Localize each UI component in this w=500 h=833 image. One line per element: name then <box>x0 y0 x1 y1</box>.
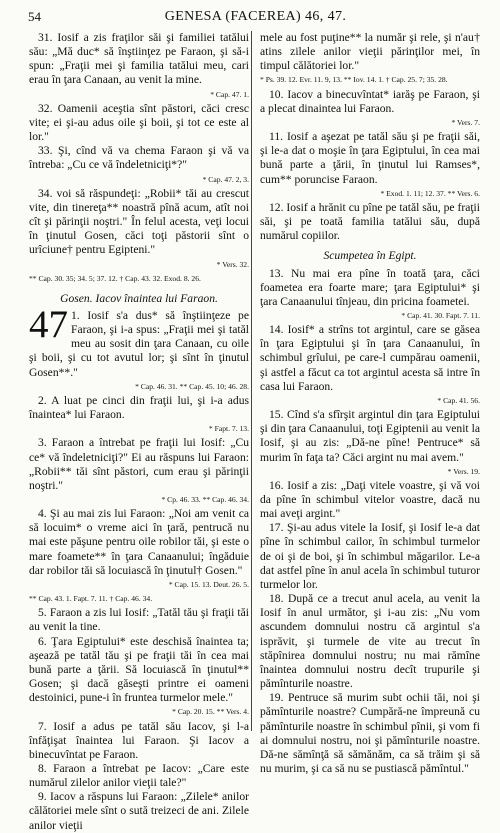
cross-reference: * Cap. 47. 1. <box>210 89 249 99</box>
cross-reference: * Cap. 41. 56. <box>437 395 480 405</box>
cross-reference: * Vers. 7. <box>451 117 480 127</box>
verse-2: 2. A luat pe cinci din fraţii lui, şi i-a adus înaintea* lui Faraon. <box>29 393 249 422</box>
cross-reference: * Vers. 32. <box>216 259 249 269</box>
chapter-47-verse-1 <box>29 302 249 380</box>
cross-reference: * Cap. 46. 31. ** Cap. 45. 10; 46. 28. <box>135 381 249 391</box>
cross-reference: * Cap. 20. 15. ** Vers. 4. <box>172 707 249 717</box>
cross-reference: * Cap. 41. 30. Fapt. 7. 11. <box>401 310 480 320</box>
verse-14: 14. Iosif* a strîns tot argintul, care se găsea în ţara Egiptului şi în ţara Canaanului, în schimbul grîului, pe care-l cumpărau oamenii, şi astfel a făcut ca tot argintul acesta să intre în casa lui Faraon. <box>260 323 480 393</box>
cross-reference: * Cp. 46. 33. ** Cap. 46. 34. <box>161 495 249 504</box>
verse-18: 18. După ce a trecut anul acela, au venit la Iosif în anul următor, şi i-au zis: „Nu vom ascundem domnului nostru că argintul s'a isprăvit, şi turmele de vite au trecut în stăpînirea domnului nostru; nu mai rămîne înaintea domnului nostru decît trupurile şi pămînturile noastre. <box>260 592 480 691</box>
verse-11: 11. Iosif a aşezat pe tatăl său şi pe fraţii săi, şi le-a dat o moşie în ţara Egiptului, în cea mai bună parte a ţării, în ţinutul lui Ramses*, cum** poruncise Faraon. <box>260 130 480 186</box>
verse-9: 9. Iacov a răspuns lui Faraon: „Zilele* anilor călătoriei mele sînt o sută treizeci de ani. Zilele anilor vieţii <box>29 790 249 832</box>
verse-12: 12. Iosif a hrănit cu pîne pe tatăl său, pe fraţii săi, şi pe toată familia tatălui său, după numărul copiilor. <box>260 200 480 243</box>
cross-reference: * Vers. 19. <box>447 466 480 476</box>
verse-13: 13. Nu mai era pîne în toată ţara, căci foametea era foarte mare; ţara Egiptului* şi ţara Canaanului tînjeau, din pricina foametei. <box>260 266 480 308</box>
cross-reference: ** Cap. 43. 1. Fapt. 7. 11. † Cap. 46. 34. <box>29 594 153 604</box>
verse-1-text: 1. Iosif s'a dus* să înştiinţeze pe Faraon, şi i-a spus: „Fraţii mei şi tatăl meu au sosit din ţara Canaan, cu oile şi boii, şi cu tot avutul lor; şi sînt în ţinutul Gosen**." <box>29 308 249 379</box>
cross-reference: * Ps. 39. 12. Evr. 11. 9, 13. ** Iov. 14. 1. † Cap. 25. 7; 35. 28. <box>260 75 448 85</box>
verse-8: 8. Faraon a întrebat pe Iacov: „Care este numărul zilelor anilor vieţii tale?" <box>29 761 249 790</box>
verse-19: 19. Pentruce să murim subt ochii tăi, noi şi pămînturile noastre? Cumpără-ne împreună cu pămînturile noastre în schimbul pînii, şi vom fi ai domnului nostru, noi şi pămînturile noastre. Dă-ne sămînţă să sămănăm, ca să trăim şi să nu murim, şi ca să nu se pustiască pămîntul." <box>260 691 480 775</box>
cross-reference: ** Cap. 30. 35; 34. 5; 37. 12. † Cap. 43. 32. Exod. 8. 26. <box>29 273 201 283</box>
cross-reference: * Cap. 15. 13. Deut. 26. 5. <box>168 579 249 589</box>
verse-34: 34. voi să răspundeţi: „Robii* tăi au crescut vite, din tinereţa** noastră pînă acum, atît noi cît şi părinţii noştri." În felul acesta, veţi locui în ţinutul Gosen, căci toţi păstorii sînt o urîciune† pentru Egipteni." <box>29 186 249 257</box>
verse-10: 10. Iacov a binecuvîntat* iarăş pe Faraon, şi a plecat dinaintea lui Faraon. <box>260 87 480 115</box>
verse-4: 4. Şi au mai zis lui Faraon: „Noi am venit ca să locuim* o vreme aici în ţară, pentrucă nu mai este păşune pentru oile robilor tăi, şi este o mare foamete** în ţara Canaanului; îngăduie dar robilor tăi să locuiască în ţinutul† Gosen." <box>29 507 249 577</box>
page-number: 54 <box>28 9 41 24</box>
cross-reference: * Exod. 1. 11; 12. 37. ** Vers. 6. <box>380 188 480 198</box>
running-title: GENESA (FACEREA) 46, 47. <box>164 9 347 24</box>
verse-6: 6. Ţara Egiptului* este deschisă înaintea ta; aşează pe tatăl tău şi pe fraţii tăi în cea mai bună parte a ţării. Să locuiască în ţinutul** Gosen; şi dacă găseşti printre ei oameni destoinici, pune-i în fruntea turmelor mele." <box>29 634 249 705</box>
verse-31: 31. Iosif a zis fraţilor săi şi familiei tatălui său: „Mă duc* să înştiinţez pe Faraon, şi să-i spun: „Fraţii mei şi familia tatălui meu, cari erau în ţara Canaan, au venit la mine. <box>29 31 249 87</box>
verse-3: 3. Faraon a întrebat pe fraţii lui Iosif: „Cu ce* vă îndeletniciţi?" Ei au răspuns lui Faraon: „Robii** tăi sînt păstori, cum erau şi părinţii noştri." <box>29 436 249 492</box>
cross-reference: * Fapt. 7. 13. <box>208 424 249 434</box>
section-heading: Gosen. Iacov înaintea lui Faraon. <box>60 291 218 305</box>
chapter-number: 47 <box>29 302 68 346</box>
page-header <box>28 9 483 27</box>
verse-33: 33. Şi, cînd vă va chema Faraon şi vă va întreba: „Cu ce vă îndeletniciţi*?" <box>29 144 249 172</box>
verse-7: 7. Iosif a adus pe tatăl său Iacov, şi l-a înfăţişat înaintea lui Faraon. Şi Iacov a binecuvîntat pe Faraon. <box>29 719 249 761</box>
right-column <box>260 31 480 776</box>
verse-17: 17. Şi-au adus vitele la Iosif, şi Iosif le-a dat pîne în schimbul cailor, în schimbul turmelor de oi şi de boi, şi în schimbul măgarilor. Le-a dat astfel pîne în anul acela în schimbul tuturor turmelor lor. <box>260 521 480 591</box>
left-column <box>29 31 249 833</box>
cross-reference: * Cap. 47. 2, 3. <box>202 174 249 184</box>
column-divider <box>251 31 252 731</box>
verse-5: 5. Faraon a zis lui Iosif: „Tatăl tău şi fraţii tăi au venit la tine. <box>29 606 249 634</box>
verse-32: 32. Oamenii aceştia sînt păstori, căci cresc vite; ei şi-au adus oile şi boii, şi tot ce este al lor." <box>29 101 249 144</box>
section-heading: Scumpetea în Egipt. <box>323 249 417 263</box>
verse-9-continued: mele au fost puţine** la număr şi rele, şi n'au† atins zilele anilor vieţii părinţilor mei, în timpul călătoriei lor." <box>260 31 480 73</box>
verse-16: 16. Iosif a zis: „Daţi vitele voastre, şi vă voi da pîne în schimbul vitelor voastre, dacă nu mai aveţi argint." <box>260 478 480 521</box>
verse-15: 15. Cînd s'a sfîrşit argintul din ţara Egiptului şi din ţara Canaanului, toţi Egiptenii au venit la Iosif, şi au zis: „Dă-ne pîne! Pentruce* să murim în faţa ta? Căci argint nu mai avem." <box>260 408 480 464</box>
